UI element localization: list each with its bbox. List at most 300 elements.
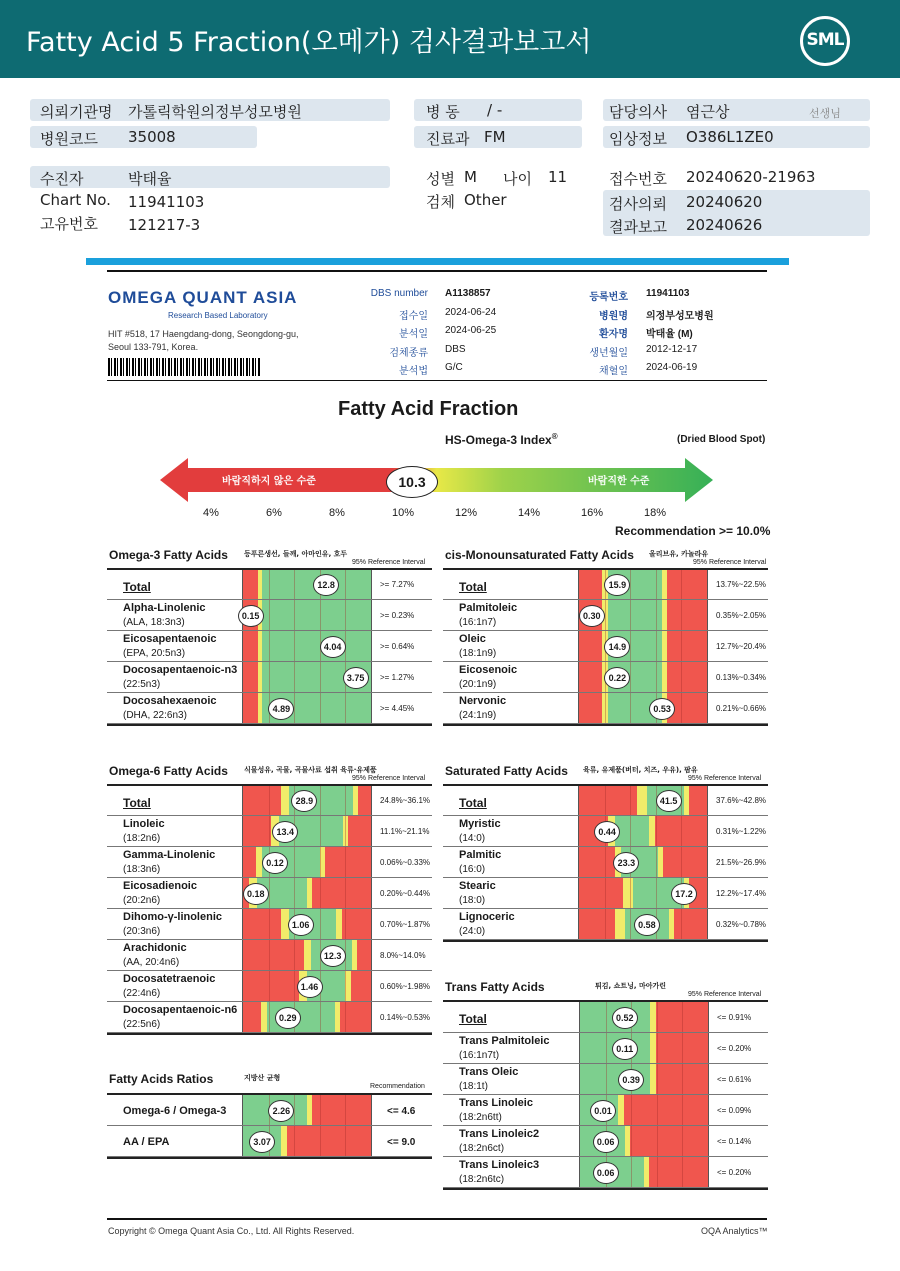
row-label: Lignoceric: [459, 911, 515, 923]
row-sub: (18:2n6tc): [459, 1174, 505, 1185]
grid-line: [269, 971, 270, 1001]
meta-rule: [107, 380, 767, 381]
range-low: [579, 570, 602, 599]
table-row: [107, 1002, 432, 1033]
range-bar: [578, 693, 708, 723]
range-border: [615, 909, 625, 939]
value-bubble: 0.52: [612, 1007, 638, 1029]
index-tick: 6%: [266, 507, 282, 519]
row-label: Myristic: [459, 818, 501, 830]
reference-range: 21.5%~26.9%: [716, 857, 767, 867]
range-bar: [578, 878, 708, 908]
clinic-label: 임상정보: [609, 130, 667, 148]
row-label: Oleic: [459, 633, 486, 645]
res-value: 20240626: [686, 216, 763, 234]
reference-range: >= 0.64%: [380, 641, 415, 651]
omega3-title: Omega-3 Fatty Acids: [109, 548, 228, 562]
reference-range: 11.1%~21.1%: [380, 826, 430, 836]
range-normal: [262, 600, 371, 630]
grid-line: [320, 878, 321, 908]
range-low: [579, 693, 602, 723]
grid-line: [657, 1002, 658, 1032]
range-border: [623, 878, 633, 908]
range-high: [667, 631, 707, 661]
grid-line: [269, 600, 270, 630]
grid-line: [320, 909, 321, 939]
range-bar: [242, 600, 372, 630]
row-label: Total: [123, 796, 151, 810]
table-row: [107, 693, 432, 724]
grid-line: [605, 878, 606, 908]
table-row: [443, 878, 768, 909]
range-low: [243, 940, 304, 970]
grid-line: [605, 909, 606, 939]
row-label: Palmitoleic: [459, 602, 518, 614]
value-bubble: 0.06: [593, 1131, 619, 1153]
trans-table: [443, 1000, 768, 1190]
doctor-label: 담당의사: [609, 103, 667, 121]
grid-line: [269, 816, 270, 846]
value-bubble: 0.22: [604, 667, 630, 689]
reference-range: 0.70%~1.87%: [380, 919, 431, 929]
row-sub: (18:2n6ct): [459, 1143, 505, 1154]
ratios-title: Fatty Acids Ratios: [109, 1072, 214, 1086]
bad-label: 바람직하지 않은 수준: [222, 476, 316, 487]
range-bar: [242, 693, 372, 723]
row-label: Docosapentaenoic-n6: [123, 1004, 238, 1016]
value-bubble: 0.53: [649, 698, 675, 720]
table-row: [107, 570, 432, 600]
value-bubble: 23.3: [613, 852, 639, 874]
range-bar: [242, 1095, 372, 1125]
table-row: [443, 1064, 768, 1095]
grid-line: [320, 1095, 321, 1125]
range-low: [579, 847, 615, 877]
grid-line: [657, 1095, 658, 1125]
row-label: Docosahexaenoic: [123, 695, 217, 707]
reference-range: <= 0.20%: [717, 1167, 752, 1177]
grid-line: [682, 1002, 683, 1032]
row-label: Arachidonic: [123, 942, 187, 954]
barcode: [108, 358, 260, 376]
grid-line: [320, 693, 321, 723]
range-bar: [242, 878, 372, 908]
sex-value: M: [464, 168, 477, 186]
uid-label: 고유번호: [40, 215, 98, 233]
range-bar: [578, 847, 708, 877]
reference-range: >= 7.27%: [380, 580, 415, 589]
range-bar: [242, 570, 372, 599]
range-border: [281, 786, 289, 815]
range-low: [243, 662, 258, 692]
patient-meta-label: 등록번호: [589, 292, 628, 303]
oqa-logo: OMEGA QUANT ASIA: [108, 288, 298, 307]
omega6-table: [107, 784, 432, 1035]
value-bubble: 15.9: [604, 574, 630, 596]
sample-meta-value: DBS: [445, 343, 466, 355]
ward-label: 병 동: [426, 103, 460, 121]
row-sub: (24:0): [459, 926, 486, 937]
row-sub: (20:1n9): [459, 679, 497, 690]
top-rule: [107, 270, 767, 272]
reference-range: 0.35%~2.05%: [716, 610, 767, 620]
ratios-note: 지방산 균형: [244, 1074, 281, 1082]
grid-line: [269, 786, 270, 815]
row-label: Total: [459, 796, 487, 810]
range-high: [624, 1095, 708, 1125]
sample-meta-value: G/C: [445, 362, 463, 373]
row-sub: (24:1n9): [459, 710, 497, 721]
grid-line: [656, 816, 657, 846]
grid-line: [606, 1064, 607, 1094]
grid-line: [269, 1002, 270, 1032]
range-high: [348, 816, 371, 846]
grid-line: [681, 600, 682, 630]
omega6-note: 식물성유, 곡물, 곡물사료 섭취 육류·유제품: [244, 766, 377, 774]
grid-line: [294, 600, 295, 630]
value-bubble: 0.39: [618, 1069, 644, 1091]
row-sub: (18:2n6): [123, 833, 161, 844]
range-bar: [578, 662, 708, 692]
range-bar: [242, 909, 372, 939]
reference-range: 24.8%~36.1%: [380, 796, 431, 805]
grid-line: [269, 940, 270, 970]
patient-meta-value: 2024-06-19: [646, 362, 698, 373]
dept-value: FM: [484, 128, 506, 146]
value-bubble: 0.06: [593, 1162, 619, 1184]
grid-line: [294, 693, 295, 723]
grid-line: [345, 1095, 346, 1125]
good-label: 바람직한 수준: [588, 476, 650, 487]
chart-label: Chart No.: [40, 191, 111, 209]
table-row: [443, 816, 768, 847]
value-bubble: 41.5: [656, 790, 682, 812]
table-row: [107, 971, 432, 1002]
patient-meta-value: 2012-12-17: [646, 343, 698, 355]
grid-line: [269, 570, 270, 599]
range-low: [579, 662, 602, 692]
sample-meta-value: A1138857: [445, 288, 491, 299]
grid-line: [631, 1126, 632, 1156]
table-row: [443, 693, 768, 724]
age-value: 11: [548, 168, 568, 186]
reference-range: 0.31%~1.22%: [716, 826, 767, 836]
row-label: Eicosenoic: [459, 664, 518, 676]
grid-line: [605, 786, 606, 815]
value-bubble: 3.75: [343, 667, 369, 689]
row-label: Eicosapentaenoic: [123, 633, 217, 645]
grid-line: [320, 1002, 321, 1032]
footer-brand: OQA Analytics™: [701, 1226, 768, 1236]
range-bar: [242, 1126, 372, 1156]
code-value: 35008: [128, 128, 176, 146]
grid-line: [320, 816, 321, 846]
grid-line: [269, 909, 270, 939]
grid-line: [681, 662, 682, 692]
range-high: [287, 1126, 371, 1156]
grid-line: [682, 1095, 683, 1125]
grid-line: [681, 909, 682, 939]
reference-range: <= 4.6: [387, 1105, 416, 1117]
range-border: [637, 786, 647, 815]
grid-line: [681, 847, 682, 877]
grid-line: [269, 631, 270, 661]
saturated-table: [443, 784, 768, 942]
range-high: [674, 909, 707, 939]
specimen-value: Other: [464, 191, 507, 209]
grid-line: [656, 631, 657, 661]
range-bar: [242, 631, 372, 661]
range-bar: [579, 1157, 709, 1187]
grid-line: [681, 631, 682, 661]
reference-range: 0.14%~0.53%: [380, 1012, 431, 1022]
value-bubble: 12.8: [313, 574, 339, 596]
table-row: [443, 631, 768, 662]
grid-line: [630, 878, 631, 908]
grid-line: [320, 1126, 321, 1156]
row-label: Total: [459, 580, 487, 594]
grid-line: [656, 847, 657, 877]
sex-label: 성별: [426, 170, 455, 188]
index-tick: 18%: [644, 507, 667, 519]
grid-line: [345, 1002, 346, 1032]
row-label: Docosatetraenoic: [123, 973, 216, 985]
grid-line: [320, 600, 321, 630]
table-row: [107, 909, 432, 940]
patient-meta-label: 환자명: [599, 329, 628, 340]
reference-range: 0.32%~0.78%: [716, 919, 767, 929]
table-row: [443, 1095, 768, 1126]
grid-line: [345, 878, 346, 908]
omega6-ref-header: 95% Reference Interval: [352, 775, 426, 782]
saturated-ref-header: 95% Reference Interval: [688, 775, 762, 782]
range-low: [243, 1002, 261, 1032]
row-sub: (EPA, 20:5n3): [123, 648, 186, 659]
row-sub: (DHA, 22:6n3): [123, 710, 187, 721]
fraction-title: Fatty Acid Fraction: [338, 398, 519, 420]
sample-meta-value: 2024-06-25: [445, 325, 497, 336]
range-bar: [579, 1126, 709, 1156]
age-label: 나이: [503, 170, 532, 188]
range-high: [667, 570, 707, 599]
grid-line: [345, 847, 346, 877]
grid-line: [681, 570, 682, 599]
index-tick: 10%: [392, 507, 415, 519]
row-sub: (14:0): [459, 833, 486, 844]
grid-line: [269, 662, 270, 692]
footer-rule: [107, 1218, 767, 1220]
grid-line: [630, 570, 631, 599]
range-low: [243, 971, 299, 1001]
table-row: [443, 1126, 768, 1157]
name-pill: [30, 166, 390, 188]
omega3-table: [107, 568, 432, 726]
range-bar: [579, 1064, 709, 1094]
inst-label: 의뢰기관명: [40, 103, 113, 121]
range-bar: [242, 1002, 372, 1032]
patient-meta-label: 병원명: [599, 310, 628, 322]
grid-line: [630, 786, 631, 815]
range-high: [630, 1126, 708, 1156]
grid-line: [681, 816, 682, 846]
value-bubble: 2.26: [268, 1100, 294, 1122]
grid-line: [605, 847, 606, 877]
grid-line: [345, 570, 346, 599]
range-high: [667, 600, 707, 630]
range-low: [243, 847, 256, 877]
reference-range: <= 9.0: [387, 1136, 416, 1148]
table-row: [443, 847, 768, 878]
row-label: Gamma-Linolenic: [123, 849, 216, 861]
table-row: [443, 1002, 768, 1033]
doctor-value: 염근상: [686, 103, 730, 121]
table-row: [107, 600, 432, 631]
reference-range: 0.13%~0.34%: [716, 672, 767, 682]
table-row: [107, 786, 432, 816]
grid-line: [681, 693, 682, 723]
index-subtitle: HS-Omega-3 Index®: [445, 432, 558, 447]
table-row: [107, 878, 432, 909]
reference-range: <= 0.14%: [717, 1136, 752, 1146]
row-sub: (20:2n6): [123, 895, 161, 906]
range-high: [357, 940, 371, 970]
reference-range: 12.7%~20.4%: [716, 641, 767, 651]
row-sub: (16:1n7): [459, 617, 497, 628]
inst-value: 가톨릭학원의정부성모병원: [128, 103, 302, 121]
value-bubble: 0.15: [238, 605, 264, 627]
report-title: Fatty Acid 5 Fraction(오메가) 검사결과보고서: [26, 27, 592, 58]
divider-bar: [86, 258, 789, 265]
row-label: Eicosadienoic: [123, 880, 197, 892]
grid-line: [294, 570, 295, 599]
range-low: [579, 786, 637, 815]
value-bubble: 14.9: [604, 636, 630, 658]
cismono-table: [443, 568, 768, 726]
index-tick: 4%: [203, 507, 219, 519]
reference-range: 0.06%~0.33%: [380, 857, 431, 867]
range-low: [243, 909, 281, 939]
omega6-title: Omega-6 Fatty Acids: [109, 764, 228, 778]
range-bar: [578, 909, 708, 939]
index-tick: 8%: [329, 507, 345, 519]
row-label: Docosapentaenoic-n3: [123, 664, 238, 676]
range-bar: [242, 786, 372, 815]
reference-range: <= 0.20%: [717, 1043, 752, 1053]
grid-line: [682, 1064, 683, 1094]
range-bar: [242, 971, 372, 1001]
row-sub: (22:5n3): [123, 679, 161, 690]
range-bar: [578, 786, 708, 815]
grid-line: [656, 570, 657, 599]
range-bar: [242, 662, 372, 692]
sample-meta-label: 접수일: [399, 310, 428, 322]
grid-line: [657, 1033, 658, 1063]
range-normal: [262, 631, 371, 661]
grid-line: [294, 878, 295, 908]
table-row: [443, 600, 768, 631]
reference-range: >= 1.27%: [380, 672, 415, 682]
reference-range: 0.60%~1.98%: [380, 981, 431, 991]
patient-meta-label: 생년월일: [589, 347, 628, 359]
row-sub: (16:0): [459, 864, 486, 875]
grid-line: [682, 1157, 683, 1187]
saturated-title: Saturated Fatty Acids: [445, 764, 568, 778]
grid-line: [294, 971, 295, 1001]
row-label: Omega-6 / Omega-3: [123, 1105, 227, 1117]
lab-addr2: Seoul 133-791, Korea.: [108, 342, 199, 352]
value-bubble: 0.30: [579, 605, 605, 627]
sample-meta-label: DBS number: [370, 288, 428, 299]
res-label: 결과보고: [609, 218, 667, 236]
grid-line: [294, 1095, 295, 1125]
row-label: Trans Palmitoleic: [459, 1035, 550, 1047]
recv-label: 접수번호: [609, 170, 667, 188]
range-high: [312, 878, 371, 908]
range-high: [689, 786, 707, 815]
row-sub: (18:3n6): [123, 864, 161, 875]
range-low: [243, 786, 281, 815]
grid-line: [657, 1126, 658, 1156]
patient-meta-value: 의정부성모병원: [646, 310, 714, 322]
reference-range: >= 0.23%: [380, 610, 415, 620]
value-bubble: 0.18: [243, 883, 269, 905]
reference-range: 0.20%~0.44%: [380, 888, 431, 898]
grid-line: [630, 816, 631, 846]
range-low: [243, 816, 271, 846]
table-row: [107, 940, 432, 971]
trans-ref-header: 95% Reference Interval: [688, 991, 762, 998]
range-bar: [242, 847, 372, 877]
grid-line: [320, 847, 321, 877]
patient-meta-label: 채혈일: [599, 366, 628, 377]
table-row: [107, 1126, 432, 1157]
trans-title: Trans Fatty Acids: [445, 980, 545, 994]
value-bubble: 0.11: [612, 1038, 638, 1060]
sample-meta-value: 2024-06-24: [445, 306, 497, 318]
grid-line: [294, 1126, 295, 1156]
grid-line: [294, 631, 295, 661]
reference-range: <= 0.61%: [717, 1074, 752, 1084]
range-bar: [579, 1002, 709, 1032]
cismono-title: cis-Monounsaturated Fatty Acids: [445, 548, 634, 562]
grid-line: [682, 1126, 683, 1156]
grid-line: [345, 909, 346, 939]
reference-range: >= 4.45%: [380, 703, 415, 713]
range-bar: [578, 816, 708, 846]
range-low: [243, 631, 258, 661]
row-sub: (22:5n6): [123, 1019, 161, 1030]
code-label: 병원코드: [40, 130, 98, 148]
value-bubble: 12.3: [320, 945, 346, 967]
table-row: [443, 570, 768, 600]
row-label: Trans Linoleic3: [459, 1159, 540, 1171]
row-sub: (20:3n6): [123, 926, 161, 937]
grid-line: [631, 1157, 632, 1187]
ward-value: / -: [487, 101, 503, 119]
recommendation: Recommendation >= 10.0%: [615, 524, 771, 538]
grid-line: [630, 631, 631, 661]
range-high: [325, 847, 371, 877]
table-row: [443, 1157, 768, 1188]
grid-line: [630, 662, 631, 692]
table-row: [107, 662, 432, 693]
table-row: [443, 909, 768, 940]
row-sub: (22:4n6): [123, 988, 161, 999]
table-row: [107, 847, 432, 878]
value-bubble: 28.9: [291, 790, 317, 812]
reference-range: <= 0.91%: [717, 1012, 752, 1022]
range-high: [358, 786, 371, 815]
